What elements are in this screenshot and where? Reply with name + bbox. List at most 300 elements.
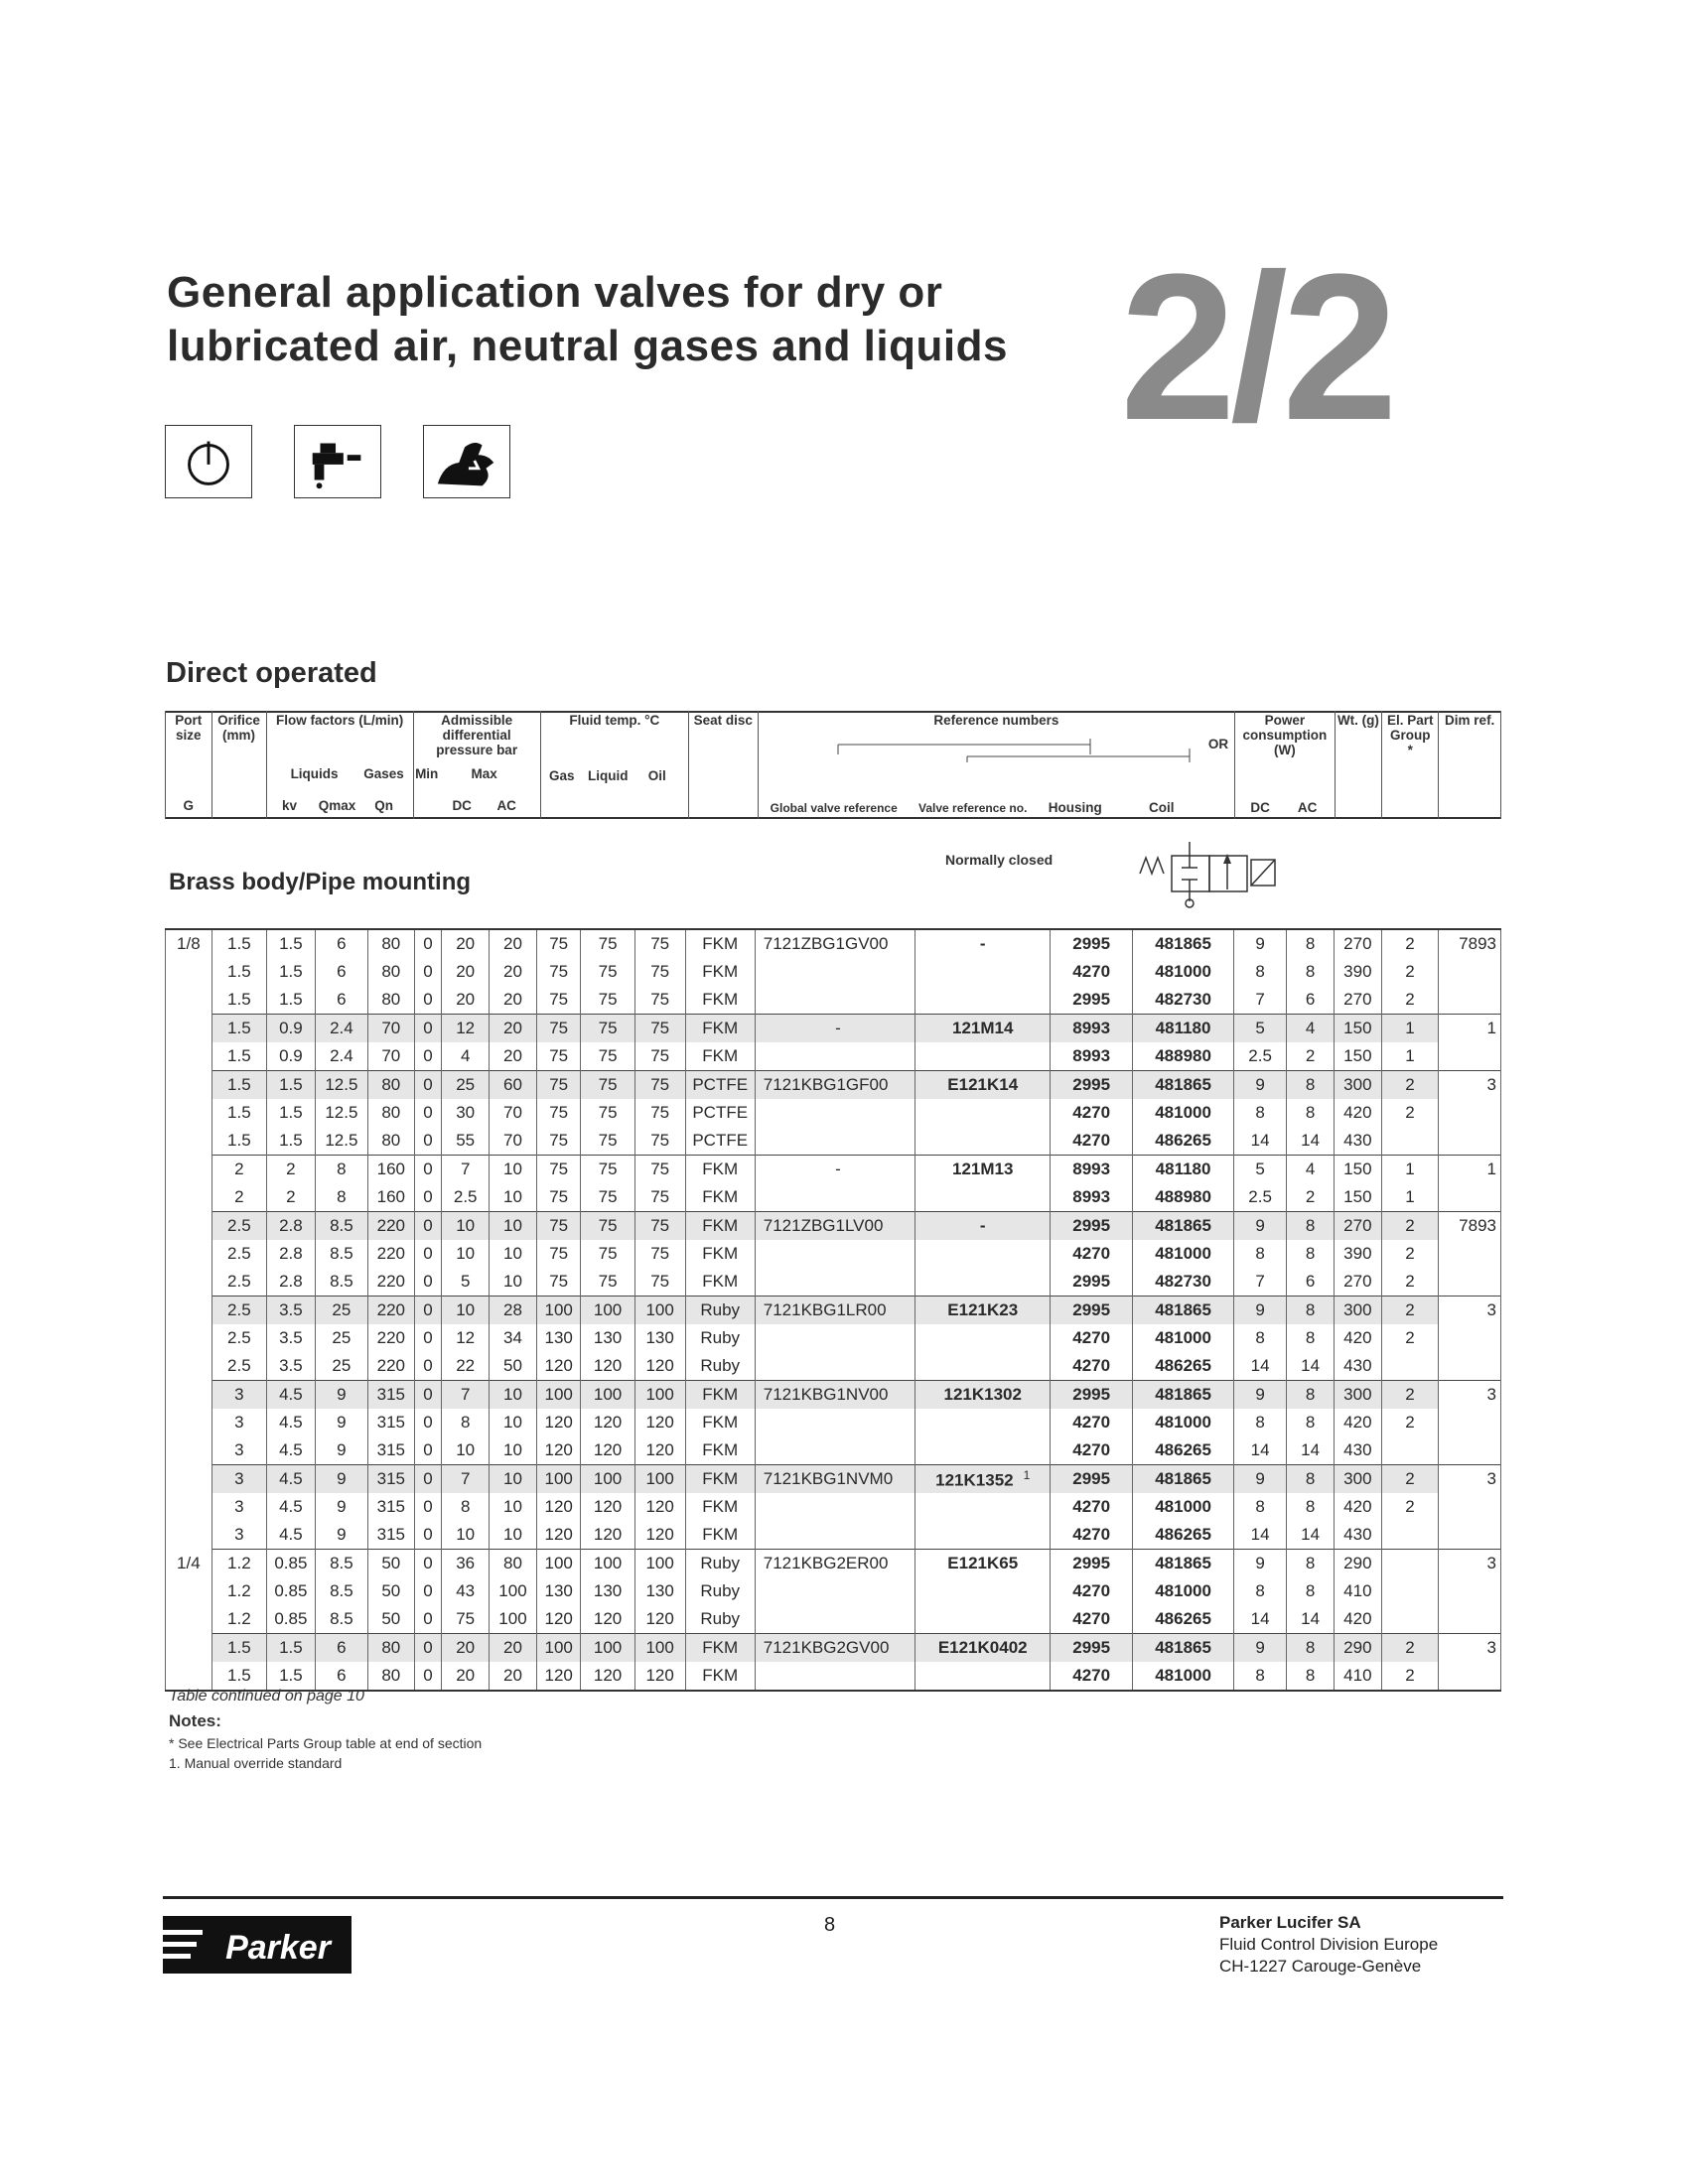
cell-hous: 2995 bbox=[1051, 1297, 1133, 1325]
cell-qn: 80 bbox=[367, 1099, 414, 1127]
cell-el: 2 bbox=[1381, 1381, 1438, 1410]
cell-port bbox=[166, 1268, 212, 1297]
header-seat-disc: Seat disc bbox=[693, 713, 753, 728]
table-row bbox=[166, 1268, 1501, 1297]
cell-oil: 100 bbox=[634, 1465, 685, 1494]
cell-gas: 75 bbox=[536, 1015, 581, 1043]
cell-qmax: 8.5 bbox=[315, 1240, 367, 1268]
table-row bbox=[166, 1634, 1501, 1663]
company-line-2: Fluid Control Division Europe bbox=[1219, 1935, 1439, 1954]
header-dim-ref: Dim ref. bbox=[1445, 713, 1495, 728]
cell-dim: 7893 bbox=[1439, 929, 1501, 958]
cell-el: 2 bbox=[1381, 1409, 1438, 1436]
cell-wt: 430 bbox=[1334, 1352, 1381, 1381]
cell-vref bbox=[915, 1099, 1051, 1127]
cell-ac: 60 bbox=[490, 1071, 537, 1100]
header-max: Max bbox=[471, 766, 497, 781]
cell-qn: 220 bbox=[367, 1352, 414, 1381]
cell-hous: 4270 bbox=[1051, 1352, 1133, 1381]
cell-gvr bbox=[755, 986, 914, 1015]
cell-ori: 3 bbox=[211, 1521, 266, 1550]
cell-pac: 8 bbox=[1287, 1099, 1335, 1127]
table-row bbox=[166, 1099, 1501, 1127]
cell-min: 0 bbox=[414, 1071, 442, 1100]
cell-ori: 2.5 bbox=[211, 1212, 266, 1241]
cell-wt: 150 bbox=[1334, 1015, 1381, 1043]
cell-ori: 2 bbox=[211, 1156, 266, 1184]
cell-seat: FKM bbox=[685, 1409, 755, 1436]
cell-ac: 10 bbox=[490, 1240, 537, 1268]
cell-qmax: 12.5 bbox=[315, 1071, 367, 1100]
cell-coil: 481865 bbox=[1133, 1212, 1234, 1241]
cell-kv: 0.9 bbox=[266, 1042, 315, 1071]
cell-vref: E121K23 bbox=[915, 1297, 1051, 1325]
cell-dim bbox=[1439, 1183, 1501, 1212]
header-fluid-temp: Fluid temp. °C bbox=[569, 713, 660, 728]
cell-gas: 75 bbox=[536, 1042, 581, 1071]
cell-seat: FKM bbox=[685, 1381, 755, 1410]
header-dc: DC bbox=[452, 798, 472, 813]
cell-gvr bbox=[755, 1436, 914, 1465]
cell-ac: 10 bbox=[490, 1465, 537, 1494]
cell-min: 0 bbox=[414, 1634, 442, 1663]
table-row bbox=[166, 1324, 1501, 1352]
cell-dim bbox=[1439, 1324, 1501, 1352]
cell-port bbox=[166, 1662, 212, 1691]
cell-pdc: 8 bbox=[1234, 1493, 1287, 1521]
cell-vref bbox=[915, 1240, 1051, 1268]
header-gas: Gas bbox=[548, 768, 575, 783]
cell-pdc: 9 bbox=[1234, 1550, 1287, 1578]
table-row bbox=[166, 1550, 1501, 1578]
cell-gas: 120 bbox=[536, 1605, 581, 1634]
cell-dc: 7 bbox=[442, 1465, 490, 1494]
cell-oil: 75 bbox=[634, 1156, 685, 1184]
cell-qn: 80 bbox=[367, 1127, 414, 1156]
cell-liq: 75 bbox=[581, 1240, 634, 1268]
cell-liq: 75 bbox=[581, 986, 634, 1015]
cell-vref: E121K65 bbox=[915, 1550, 1051, 1578]
cell-oil: 100 bbox=[634, 1297, 685, 1325]
table-row bbox=[166, 1409, 1501, 1436]
cell-vref: 121M14 bbox=[915, 1015, 1051, 1043]
cell-liq: 75 bbox=[581, 1183, 634, 1212]
cell-dim bbox=[1439, 958, 1501, 986]
cell-gvr bbox=[755, 1662, 914, 1691]
subsection-title: Brass body/Pipe mounting bbox=[169, 869, 472, 895]
cell-el: 2 bbox=[1381, 1099, 1438, 1127]
cell-ac: 10 bbox=[490, 1436, 537, 1465]
cell-coil: 481865 bbox=[1133, 1634, 1234, 1663]
cell-el: 2 bbox=[1381, 1662, 1438, 1691]
cell-qn: 315 bbox=[367, 1381, 414, 1410]
cell-seat: FKM bbox=[685, 1521, 755, 1550]
cell-gas: 100 bbox=[536, 1634, 581, 1663]
cell-qmax: 8 bbox=[315, 1156, 367, 1184]
cell-kv: 2 bbox=[266, 1156, 315, 1184]
cell-ori: 1.5 bbox=[211, 1662, 266, 1691]
cell-liq: 100 bbox=[581, 1550, 634, 1578]
cell-min: 0 bbox=[414, 1493, 442, 1521]
cell-seat: FKM bbox=[685, 1156, 755, 1184]
cell-qn: 315 bbox=[367, 1465, 414, 1494]
cell-el: 2 bbox=[1381, 986, 1438, 1015]
cell-gvr: 7121KBG2ER00 bbox=[755, 1550, 914, 1578]
cell-seat: Ruby bbox=[685, 1605, 755, 1634]
cell-port bbox=[166, 1240, 212, 1268]
cell-vref bbox=[915, 1436, 1051, 1465]
cell-qmax: 12.5 bbox=[315, 1127, 367, 1156]
cell-gvr bbox=[755, 1605, 914, 1634]
cell-ac: 20 bbox=[490, 1015, 537, 1043]
cell-gas: 120 bbox=[536, 1493, 581, 1521]
cell-min: 0 bbox=[414, 1183, 442, 1212]
cell-kv: 2 bbox=[266, 1183, 315, 1212]
table-row bbox=[166, 1436, 1501, 1465]
cell-qn: 315 bbox=[367, 1436, 414, 1465]
cell-pdc: 8 bbox=[1234, 1577, 1287, 1605]
cell-qmax: 6 bbox=[315, 1634, 367, 1663]
cell-dc: 36 bbox=[442, 1550, 490, 1578]
cell-pac: 14 bbox=[1287, 1605, 1335, 1634]
cell-el bbox=[1381, 1521, 1438, 1550]
cell-hous: 2995 bbox=[1051, 1268, 1133, 1297]
cell-pac: 8 bbox=[1287, 1634, 1335, 1663]
cell-oil: 75 bbox=[634, 1071, 685, 1100]
cell-gvr bbox=[755, 1324, 914, 1352]
cell-wt: 290 bbox=[1334, 1550, 1381, 1578]
table-row bbox=[166, 1015, 1501, 1043]
cell-liq: 75 bbox=[581, 1071, 634, 1100]
cell-kv: 3.5 bbox=[266, 1297, 315, 1325]
cell-hous: 2995 bbox=[1051, 1212, 1133, 1241]
cell-kv: 3.5 bbox=[266, 1324, 315, 1352]
cell-ori: 2.5 bbox=[211, 1352, 266, 1381]
cell-seat: PCTFE bbox=[685, 1127, 755, 1156]
header-flow-factors: Flow factors (L/min) bbox=[276, 713, 404, 728]
table-row bbox=[166, 1465, 1501, 1494]
cell-ori: 3 bbox=[211, 1409, 266, 1436]
cell-hous: 8993 bbox=[1051, 1156, 1133, 1184]
table-row bbox=[166, 1381, 1501, 1410]
cell-gas: 75 bbox=[536, 1268, 581, 1297]
cell-hous: 2995 bbox=[1051, 929, 1133, 958]
table-row bbox=[166, 986, 1501, 1015]
cell-hous: 8993 bbox=[1051, 1015, 1133, 1043]
cell-kv: 4.5 bbox=[266, 1381, 315, 1410]
cell-ac: 70 bbox=[490, 1127, 537, 1156]
table-row bbox=[166, 1212, 1501, 1241]
header-liquid: Liquid bbox=[587, 768, 629, 783]
cell-oil: 120 bbox=[634, 1436, 685, 1465]
cell-ori: 1.5 bbox=[211, 1042, 266, 1071]
cell-dc: 20 bbox=[442, 958, 490, 986]
cell-port bbox=[166, 986, 212, 1015]
cell-pac: 8 bbox=[1287, 1662, 1335, 1691]
cell-ac: 20 bbox=[490, 929, 537, 958]
cell-kv: 2.8 bbox=[266, 1268, 315, 1297]
cell-min: 0 bbox=[414, 1015, 442, 1043]
cell-gas: 120 bbox=[536, 1662, 581, 1691]
cell-port bbox=[166, 1465, 212, 1494]
cell-ori: 2.5 bbox=[211, 1324, 266, 1352]
cell-vref: - bbox=[915, 1212, 1051, 1241]
cell-qn: 220 bbox=[367, 1240, 414, 1268]
cell-pdc: 8 bbox=[1234, 1662, 1287, 1691]
cell-dim bbox=[1439, 1436, 1501, 1465]
cell-el: 2 bbox=[1381, 1071, 1438, 1100]
cell-liq: 75 bbox=[581, 929, 634, 958]
cell-seat: PCTFE bbox=[685, 1099, 755, 1127]
cell-el: 2 bbox=[1381, 958, 1438, 986]
cell-oil: 75 bbox=[634, 986, 685, 1015]
cell-wt: 270 bbox=[1334, 1268, 1381, 1297]
cell-oil: 75 bbox=[634, 1015, 685, 1043]
cell-el: 2 bbox=[1381, 1212, 1438, 1241]
cell-coil: 486265 bbox=[1133, 1127, 1234, 1156]
cell-kv: 4.5 bbox=[266, 1465, 315, 1494]
cell-ori: 1.5 bbox=[211, 1127, 266, 1156]
cell-vref bbox=[915, 1268, 1051, 1297]
cell-gas: 100 bbox=[536, 1381, 581, 1410]
cell-gvr: 7121KBG1LR00 bbox=[755, 1297, 914, 1325]
table-row bbox=[166, 1352, 1501, 1381]
cell-port bbox=[166, 1409, 212, 1436]
cell-gvr bbox=[755, 1099, 914, 1127]
cell-min: 0 bbox=[414, 1436, 442, 1465]
cell-qmax: 2.4 bbox=[315, 1042, 367, 1071]
cell-coil: 488980 bbox=[1133, 1042, 1234, 1071]
table-row bbox=[166, 1042, 1501, 1071]
cell-dc: 30 bbox=[442, 1099, 490, 1127]
cell-seat: Ruby bbox=[685, 1550, 755, 1578]
cell-kv: 0.85 bbox=[266, 1577, 315, 1605]
cell-coil: 486265 bbox=[1133, 1521, 1234, 1550]
cell-hous: 4270 bbox=[1051, 958, 1133, 986]
notes-heading: Notes: bbox=[169, 1711, 221, 1730]
cell-ori: 1.2 bbox=[211, 1577, 266, 1605]
cell-dc: 22 bbox=[442, 1352, 490, 1381]
cell-dim: 1 bbox=[1439, 1015, 1501, 1043]
cell-vref bbox=[915, 1662, 1051, 1691]
cell-wt: 430 bbox=[1334, 1436, 1381, 1465]
cell-dim bbox=[1439, 1268, 1501, 1297]
cell-hous: 4270 bbox=[1051, 1521, 1133, 1550]
cell-port bbox=[166, 1156, 212, 1184]
cell-coil: 481865 bbox=[1133, 1550, 1234, 1578]
cell-dc: 10 bbox=[442, 1297, 490, 1325]
cell-pdc: 8 bbox=[1234, 1240, 1287, 1268]
note-1: 1. Manual override standard bbox=[169, 1755, 343, 1771]
cell-liq: 120 bbox=[581, 1521, 634, 1550]
cell-dim bbox=[1439, 1521, 1501, 1550]
cell-gvr: 7121KBG1NVM0 bbox=[755, 1465, 914, 1494]
cell-ac: 10 bbox=[490, 1381, 537, 1410]
cell-gvr bbox=[755, 1042, 914, 1071]
header-gases: Gases bbox=[363, 766, 404, 781]
cell-seat: Ruby bbox=[685, 1577, 755, 1605]
cell-hous: 2995 bbox=[1051, 1465, 1133, 1494]
cell-gvr bbox=[755, 1127, 914, 1156]
cell-qn: 70 bbox=[367, 1042, 414, 1071]
cell-dc: 5 bbox=[442, 1268, 490, 1297]
cell-oil: 120 bbox=[634, 1662, 685, 1691]
cell-vref: E121K14 bbox=[915, 1071, 1051, 1100]
cell-seat: FKM bbox=[685, 986, 755, 1015]
cell-hous: 4270 bbox=[1051, 1324, 1133, 1352]
cell-port bbox=[166, 1127, 212, 1156]
cell-liq: 120 bbox=[581, 1605, 634, 1634]
header-oil: Oil bbox=[647, 768, 666, 783]
cell-seat: PCTFE bbox=[685, 1071, 755, 1100]
cell-wt: 300 bbox=[1334, 1071, 1381, 1100]
header-port-g: G bbox=[183, 798, 195, 813]
cell-gvr bbox=[755, 1493, 914, 1521]
header-power-ac: AC bbox=[1297, 800, 1318, 815]
cell-wt: 420 bbox=[1334, 1605, 1381, 1634]
cell-qn: 50 bbox=[367, 1605, 414, 1634]
cell-gvr bbox=[755, 1240, 914, 1268]
cell-oil: 120 bbox=[634, 1352, 685, 1381]
cell-pac: 6 bbox=[1287, 1268, 1335, 1297]
cell-port: 1/8 bbox=[166, 929, 212, 958]
cell-qmax: 9 bbox=[315, 1493, 367, 1521]
gauge-icon bbox=[165, 425, 252, 498]
cell-el: 2 bbox=[1381, 929, 1438, 958]
table-row bbox=[166, 1127, 1501, 1156]
cell-hous: 2995 bbox=[1051, 1550, 1133, 1578]
cell-pac: 14 bbox=[1287, 1352, 1335, 1381]
cell-dim bbox=[1439, 1099, 1501, 1127]
table-row bbox=[166, 1521, 1501, 1550]
cell-vref bbox=[915, 1324, 1051, 1352]
cell-dc: 20 bbox=[442, 1634, 490, 1663]
cell-qmax: 2.4 bbox=[315, 1015, 367, 1043]
cell-wt: 390 bbox=[1334, 958, 1381, 986]
cell-vref bbox=[915, 1465, 1051, 1494]
cell-dim: 1 bbox=[1439, 1156, 1501, 1184]
cell-gas: 75 bbox=[536, 1127, 581, 1156]
table-row bbox=[166, 1605, 1501, 1634]
cell-qn: 315 bbox=[367, 1521, 414, 1550]
cell-el bbox=[1381, 1127, 1438, 1156]
cell-dim bbox=[1439, 1240, 1501, 1268]
footer-rule bbox=[163, 1896, 1503, 1899]
header-liquids: Liquids bbox=[290, 766, 339, 781]
cell-qn: 315 bbox=[367, 1409, 414, 1436]
cell-seat: FKM bbox=[685, 1662, 755, 1691]
cell-vref-text: 121K1352 bbox=[935, 1470, 1014, 1490]
table-header bbox=[165, 711, 1501, 819]
cell-dc: 8 bbox=[442, 1409, 490, 1436]
cell-ori: 2.5 bbox=[211, 1297, 266, 1325]
cell-port bbox=[166, 958, 212, 986]
cell-dim bbox=[1439, 1577, 1501, 1605]
cell-dc: 7 bbox=[442, 1156, 490, 1184]
cell-coil: 481000 bbox=[1133, 1577, 1234, 1605]
cell-port bbox=[166, 1183, 212, 1212]
cell-qn: 220 bbox=[367, 1297, 414, 1325]
cell-dc: 20 bbox=[442, 986, 490, 1015]
cell-gvr: 7121KBG1GF00 bbox=[755, 1071, 914, 1100]
cell-gas: 120 bbox=[536, 1352, 581, 1381]
cell-gvr bbox=[755, 1268, 914, 1297]
cell-dc: 8 bbox=[442, 1493, 490, 1521]
cell-gvr: 7121ZBG1GV00 bbox=[755, 929, 914, 958]
cell-vref bbox=[915, 958, 1051, 986]
cell-pdc: 8 bbox=[1234, 1324, 1287, 1352]
header-coil: Coil bbox=[1148, 800, 1175, 815]
cell-liq: 75 bbox=[581, 1042, 634, 1071]
cell-gas: 100 bbox=[536, 1465, 581, 1494]
cell-qn: 70 bbox=[367, 1015, 414, 1043]
cell-min: 0 bbox=[414, 1605, 442, 1634]
cell-pdc: 9 bbox=[1234, 1465, 1287, 1494]
cell-min: 0 bbox=[414, 1577, 442, 1605]
cell-ac: 10 bbox=[490, 1493, 537, 1521]
cell-gvr bbox=[755, 1183, 914, 1212]
cell-dc: 12 bbox=[442, 1324, 490, 1352]
cell-liq: 120 bbox=[581, 1409, 634, 1436]
table-row bbox=[166, 1577, 1501, 1605]
cell-wt: 420 bbox=[1334, 1409, 1381, 1436]
valve-symbol-icon bbox=[1138, 832, 1297, 909]
cell-qn: 50 bbox=[367, 1550, 414, 1578]
cell-qmax: 8.5 bbox=[315, 1212, 367, 1241]
cell-port bbox=[166, 1605, 212, 1634]
cell-coil: 481000 bbox=[1133, 1493, 1234, 1521]
cell-pac: 8 bbox=[1287, 1577, 1335, 1605]
cell-liq: 75 bbox=[581, 1212, 634, 1241]
cell-dim bbox=[1439, 1662, 1501, 1691]
cell-port bbox=[166, 1352, 212, 1381]
cell-pac: 14 bbox=[1287, 1127, 1335, 1156]
section-title: Direct operated bbox=[166, 657, 377, 689]
cell-ori: 1.5 bbox=[211, 1634, 266, 1663]
cell-ac: 10 bbox=[490, 1183, 537, 1212]
cell-seat: FKM bbox=[685, 1634, 755, 1663]
cell-coil: 486265 bbox=[1133, 1352, 1234, 1381]
cell-hous: 8993 bbox=[1051, 1183, 1133, 1212]
cell-ori: 3 bbox=[211, 1381, 266, 1410]
cell-dim bbox=[1439, 1409, 1501, 1436]
cell-el: 1 bbox=[1381, 1042, 1438, 1071]
cell-min: 0 bbox=[414, 1381, 442, 1410]
cell-pdc: 9 bbox=[1234, 1634, 1287, 1663]
cell-qn: 220 bbox=[367, 1268, 414, 1297]
cell-pdc: 9 bbox=[1234, 1071, 1287, 1100]
normally-closed-label: Normally closed bbox=[945, 852, 1054, 868]
cell-wt: 290 bbox=[1334, 1634, 1381, 1663]
cell-el bbox=[1381, 1550, 1438, 1578]
cell-liq: 100 bbox=[581, 1381, 634, 1410]
cell-coil: 481000 bbox=[1133, 1662, 1234, 1691]
cell-qn: 315 bbox=[367, 1493, 414, 1521]
cell-qmax: 8 bbox=[315, 1183, 367, 1212]
header-qn: Qn bbox=[374, 798, 393, 813]
cell-oil: 120 bbox=[634, 1493, 685, 1521]
cell-dim: 3 bbox=[1439, 1634, 1501, 1663]
cell-ac: 10 bbox=[490, 1212, 537, 1241]
cell-pdc: 14 bbox=[1234, 1521, 1287, 1550]
cell-vref: E121K0402 bbox=[915, 1634, 1051, 1663]
cell-ori: 1.5 bbox=[211, 929, 266, 958]
manual-override-footnote: 1 bbox=[1023, 1467, 1031, 1482]
cell-oil: 100 bbox=[634, 1550, 685, 1578]
cell-hous: 4270 bbox=[1051, 1577, 1133, 1605]
cell-liq: 120 bbox=[581, 1352, 634, 1381]
cell-qmax: 9 bbox=[315, 1521, 367, 1550]
